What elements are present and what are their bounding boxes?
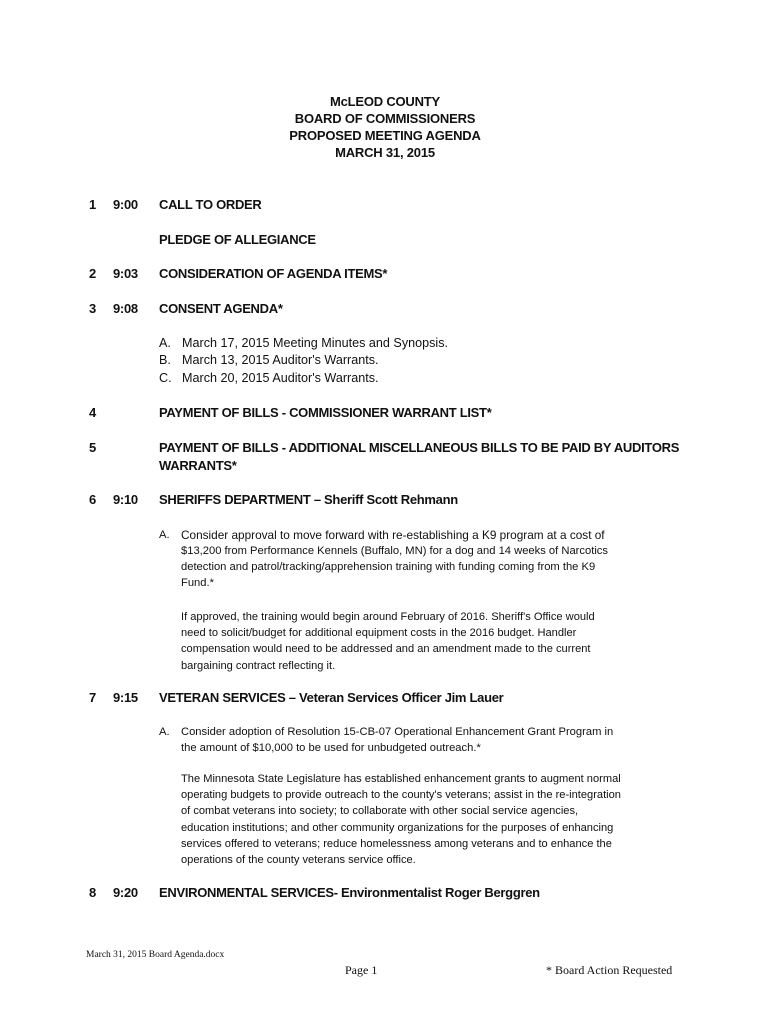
pledge-title: PLEDGE OF ALLEGIANCE [159, 232, 316, 247]
item-4-title: PAYMENT OF BILLS - COMMISSIONER WARRANT LIST* [159, 405, 492, 420]
consent-item-b-letter: B. [159, 353, 171, 367]
item-8-title: ENVIRONMENTAL SERVICES- Environmentalist Roger Berggren [159, 885, 540, 900]
footer-page-number: Page 1 [345, 963, 378, 977]
sheriff-note-paragraph [181, 609, 681, 674]
sheriff-item-a-line: detection and patrol/tracking/apprehension training with funding coming from the K9 [181, 561, 596, 573]
veteran-note-line: education institutions; and other community organizations for the purposes of enhancing [181, 821, 614, 834]
consent-item-a [159, 335, 448, 353]
item-3-title: CONSENT AGENDA* [159, 301, 283, 316]
consent-item-a-letter: A. [159, 336, 171, 350]
sheriff-item-a-line: Fund.* [181, 577, 214, 589]
item-5-title-line2: WARRANTS* [159, 458, 237, 473]
item-2-time: 9:03 [113, 266, 138, 281]
item-6-title: SHERIFFS DEPARTMENT – Sheriff Scott Rehmann [159, 492, 458, 507]
consent-item-c-letter: C. [159, 371, 172, 385]
sheriff-item-a-letter: A. [159, 529, 170, 541]
sheriff-item-a-line: $13,200 from Performance Kennels (Buffalo, MN) for a dog and 14 weeks of Narcotics [181, 545, 608, 557]
item-4-number: 4 [89, 405, 97, 420]
consent-item-a-text: March 17, 2015 Meeting Minutes and Synopsis. [182, 336, 449, 350]
footer-action-note: * Board Action Requested [546, 963, 673, 977]
item-1-title: CALL TO ORDER [159, 197, 262, 212]
sheriff-item-a [159, 527, 679, 591]
veteran-item-a-line: the amount of $10,000 to be used for unbudgeted outreach.* [181, 742, 481, 754]
county-title: McLEOD COUNTY [329, 94, 441, 109]
veteran-note-paragraph [181, 771, 681, 868]
veteran-item-a-line: Consider adoption of Resolution 15-CB-07 Operational Enhancement Grant Program in [181, 726, 614, 738]
item-5-number: 5 [89, 440, 97, 455]
item-1-time: 9:00 [113, 197, 138, 212]
veteran-note-line: of combat veterans into society; to collaborate with other social service agencies, [181, 805, 579, 818]
item-6-number: 6 [89, 492, 97, 507]
consent-item-b-text: March 13, 2015 Auditor's Warrants. [182, 353, 379, 367]
consent-item-b [159, 352, 379, 370]
item-5-title-line1: PAYMENT OF BILLS - ADDITIONAL MISCELLANEOUS BILLS TO BE PAID BY AUDITORS [159, 440, 680, 455]
board-title: BOARD OF COMMISSIONERS [294, 111, 476, 126]
sheriff-note-line: need to solicit/budget for additional equipment costs in the 2016 budget. Handler [181, 627, 577, 640]
consent-item-c-text: March 20, 2015 Auditor's Warrants. [182, 371, 379, 385]
veteran-note-line: services offered to veterans; reduce homelessness among veterans and to enhance the [181, 837, 612, 850]
veteran-item-a-letter: A. [159, 726, 170, 738]
item-2-number: 2 [89, 266, 97, 281]
item-8-number: 8 [89, 885, 97, 900]
item-6-time: 9:10 [113, 492, 138, 507]
item-3-number: 3 [89, 301, 97, 316]
footer-filename: March 31, 2015 Board Agenda.docx [86, 950, 225, 960]
sheriff-note-line: bargaining contract reflecting it. [181, 659, 336, 672]
item-3-time: 9:08 [113, 301, 138, 316]
veteran-note-line: operations of the county veterans service office. [181, 854, 416, 867]
veteran-note-line: The Minnesota State Legislature has established enhancement grants to augment normal [181, 773, 621, 785]
sheriff-note-line: If approved, the training would begin around February of 2016. Sheriff's Office would [181, 611, 595, 623]
agenda-date: MARCH 31, 2015 [335, 145, 435, 160]
veteran-note-line: operating budgets to provide outreach to the county's veterans; assist in the re-integration [181, 789, 621, 802]
item-7-title: VETERAN SERVICES – Veteran Services Officer Jim Lauer [159, 690, 504, 705]
document-header [0, 93, 770, 161]
item-1-number: 1 [89, 197, 97, 212]
sheriff-item-a-line: Consider approval to move forward with re-establishing a K9 program at a cost of [181, 528, 605, 542]
sheriff-note-line: compensation would need to be addressed and an amendment made to the current [181, 643, 591, 656]
item-8-time: 9:20 [113, 885, 138, 900]
item-2-title: CONSIDERATION OF AGENDA ITEMS* [159, 266, 388, 281]
agenda-title: PROPOSED MEETING AGENDA [289, 128, 481, 143]
item-7-time: 9:15 [113, 690, 138, 705]
consent-item-c [159, 370, 379, 388]
veteran-item-a [159, 724, 679, 756]
item-7-number: 7 [89, 690, 97, 705]
